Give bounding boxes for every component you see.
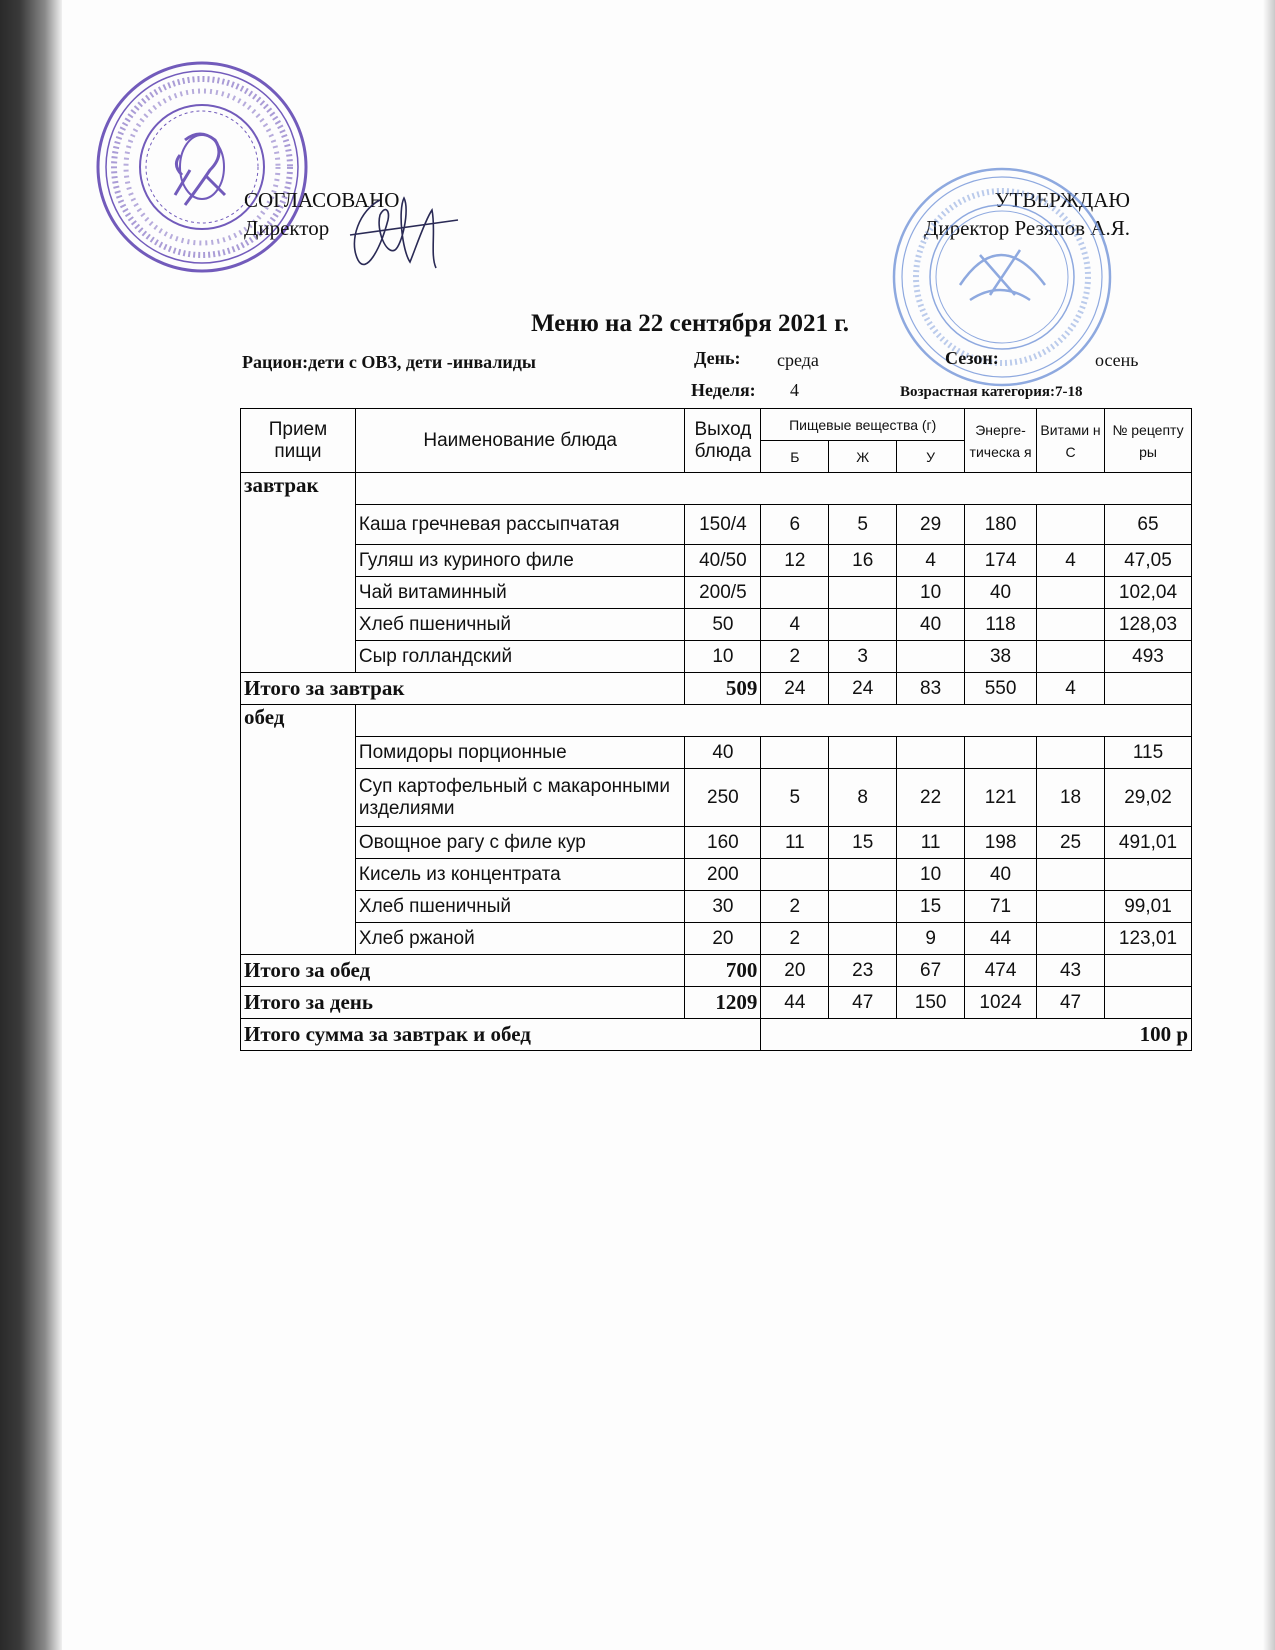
total-yield: 509 <box>685 673 761 705</box>
dish-yield: 40/50 <box>685 545 761 577</box>
dish-yield: 20 <box>685 923 761 955</box>
dish-u <box>897 737 965 769</box>
dish-u: 9 <box>897 923 965 955</box>
season-label: Сезон: <box>945 348 999 368</box>
dish-u: 10 <box>897 859 965 891</box>
week-value: 4 <box>790 380 799 400</box>
dish-recipe: 102,04 <box>1104 577 1191 609</box>
dish-energy: 40 <box>965 577 1037 609</box>
dish-yield: 50 <box>685 609 761 641</box>
dish-energy: 174 <box>965 545 1037 577</box>
table-row <box>241 577 1192 609</box>
season-value: осень <box>1095 350 1139 370</box>
approval-right-position: Директор Резяпов А.Я. <box>924 216 1130 240</box>
dish-recipe: 29,02 <box>1104 769 1191 827</box>
col-recipe: № рецепту ры <box>1104 409 1191 473</box>
total-row-day <box>241 987 1192 1019</box>
total-zh: 24 <box>829 673 897 705</box>
total-zh: 47 <box>829 987 897 1019</box>
dish-b: 11 <box>761 827 829 859</box>
dish-yield: 40 <box>685 737 761 769</box>
dish-name: Кисель из концентрата <box>355 859 685 891</box>
total-energy: 550 <box>965 673 1037 705</box>
day-value: среда <box>777 350 819 370</box>
total-row-breakfast <box>241 673 1192 705</box>
meal-breakfast-label: завтрак <box>241 473 356 673</box>
dish-b <box>761 737 829 769</box>
sum-value: 100 р <box>761 1019 1192 1051</box>
table-row <box>241 827 1192 859</box>
dish-yield: 250 <box>685 769 761 827</box>
dish-u: 10 <box>897 577 965 609</box>
dish-u <box>897 641 965 673</box>
dish-name: Чай витаминный <box>355 577 685 609</box>
total-label: Итого за завтрак <box>241 673 685 705</box>
dish-yield: 30 <box>685 891 761 923</box>
dish-energy: 121 <box>965 769 1037 827</box>
col-energy: Энерге-тическа я <box>965 409 1037 473</box>
dish-vit <box>1037 923 1105 955</box>
dish-zh: 8 <box>829 769 897 827</box>
col-meal: Прием пищи <box>241 409 356 473</box>
dish-b: 2 <box>761 641 829 673</box>
dish-recipe: 123,01 <box>1104 923 1191 955</box>
table-row <box>241 641 1192 673</box>
col-dish: Наименование блюда <box>355 409 685 473</box>
table-row <box>241 891 1192 923</box>
ration-label: Рацион:дети с ОВЗ, дети -инвалиды <box>242 352 536 372</box>
page-title: Меню на 22 сентября 2021 г. <box>530 310 850 337</box>
total-energy: 474 <box>965 955 1037 987</box>
dish-yield: 200/5 <box>685 577 761 609</box>
dish-energy: 38 <box>965 641 1037 673</box>
dish-energy: 198 <box>965 827 1037 859</box>
dish-vit <box>1037 891 1105 923</box>
dish-vit <box>1037 577 1105 609</box>
dish-zh <box>829 859 897 891</box>
dish-b: 2 <box>761 923 829 955</box>
dish-energy: 40 <box>965 859 1037 891</box>
dish-vit: 18 <box>1037 769 1105 827</box>
col-nutrients: Пищевые вещества (г) <box>761 409 965 441</box>
total-yield: 700 <box>685 955 761 987</box>
total-energy: 1024 <box>965 987 1037 1019</box>
dish-zh <box>829 923 897 955</box>
total-vit: 4 <box>1037 673 1105 705</box>
dish-yield: 200 <box>685 859 761 891</box>
dish-energy: 118 <box>965 609 1037 641</box>
approval-left-position: Директор <box>244 216 330 240</box>
dish-name: Хлеб ржаной <box>355 923 685 955</box>
total-recipe-empty <box>1104 987 1191 1019</box>
school-stamp <box>95 60 310 275</box>
total-b: 44 <box>761 987 829 1019</box>
dish-name: Суп картофельный с макаронными изделиями <box>355 769 685 827</box>
week-label: Неделя: <box>691 380 756 400</box>
meal-row-breakfast <box>241 473 1192 505</box>
dish-zh <box>829 577 897 609</box>
dish-recipe: 491,01 <box>1104 827 1191 859</box>
scan-edge-left <box>0 0 62 1650</box>
meal-lunch-label: обед <box>241 705 356 955</box>
dish-u: 40 <box>897 609 965 641</box>
table-row <box>241 859 1192 891</box>
dish-vit <box>1037 609 1105 641</box>
total-recipe-empty <box>1104 955 1191 987</box>
total-b: 24 <box>761 673 829 705</box>
dish-b: 6 <box>761 505 829 545</box>
dish-zh <box>829 737 897 769</box>
total-zh: 23 <box>829 955 897 987</box>
table-row <box>241 545 1192 577</box>
col-b: Б <box>761 441 829 473</box>
dish-zh: 16 <box>829 545 897 577</box>
dish-zh: 3 <box>829 641 897 673</box>
meal-row-lunch <box>241 705 1192 737</box>
dish-vit <box>1037 505 1105 545</box>
dish-recipe: 128,03 <box>1104 609 1191 641</box>
dish-name: Овощное рагу с филе кур <box>355 827 685 859</box>
col-yield: Выход блюда <box>685 409 761 473</box>
age-category: Возрастная категория:7-18 <box>900 384 1083 400</box>
dish-zh <box>829 609 897 641</box>
total-yield: 1209 <box>685 987 761 1019</box>
dish-name: Сыр голландский <box>355 641 685 673</box>
dish-energy: 71 <box>965 891 1037 923</box>
meal-breakfast-spacer <box>355 473 1191 505</box>
meal-lunch-spacer <box>355 705 1191 737</box>
entrepreneur-stamp <box>890 165 1115 390</box>
dish-zh: 15 <box>829 827 897 859</box>
dish-energy <box>965 737 1037 769</box>
total-label: Итого за обед <box>241 955 685 987</box>
dish-u: 4 <box>897 545 965 577</box>
dish-name: Хлеб пшеничный <box>355 891 685 923</box>
dish-u: 15 <box>897 891 965 923</box>
table-row <box>241 769 1192 827</box>
header-row <box>241 409 1192 441</box>
col-zh: Ж <box>829 441 897 473</box>
dish-vit: 4 <box>1037 545 1105 577</box>
dish-recipe: 47,05 <box>1104 545 1191 577</box>
day-label: День: <box>694 348 741 368</box>
total-row-lunch <box>241 955 1192 987</box>
dish-u: 29 <box>897 505 965 545</box>
dish-zh <box>829 891 897 923</box>
dish-recipe: 115 <box>1104 737 1191 769</box>
dish-b <box>761 859 829 891</box>
dish-name: Гуляш из куриного филе <box>355 545 685 577</box>
sum-label: Итого сумма за завтрак и обед <box>241 1019 761 1051</box>
dish-b <box>761 577 829 609</box>
scan-edge-right <box>1263 0 1275 1650</box>
dish-b: 12 <box>761 545 829 577</box>
total-vit: 43 <box>1037 955 1105 987</box>
director-signature <box>340 190 460 275</box>
dish-vit <box>1037 859 1105 891</box>
dish-u: 22 <box>897 769 965 827</box>
approval-right-title: УТВЕРЖДАЮ <box>994 188 1130 212</box>
dish-u: 11 <box>897 827 965 859</box>
table-row <box>241 737 1192 769</box>
dish-b: 2 <box>761 891 829 923</box>
dish-yield: 150/4 <box>685 505 761 545</box>
dish-yield: 160 <box>685 827 761 859</box>
col-vitamin: Витами н С <box>1037 409 1105 473</box>
dish-name: Помидоры порционные <box>355 737 685 769</box>
approval-left-title: СОГЛАСОВАНО <box>244 188 400 212</box>
dish-b: 5 <box>761 769 829 827</box>
total-u: 83 <box>897 673 965 705</box>
table-row <box>241 609 1192 641</box>
dish-yield: 10 <box>685 641 761 673</box>
dish-zh: 5 <box>829 505 897 545</box>
dish-name: Каша гречневая рассыпчатая <box>355 505 685 545</box>
total-u: 67 <box>897 955 965 987</box>
dish-recipe: 493 <box>1104 641 1191 673</box>
dish-name: Хлеб пшеничный <box>355 609 685 641</box>
dish-energy: 44 <box>965 923 1037 955</box>
col-u: У <box>897 441 965 473</box>
dish-vit <box>1037 737 1105 769</box>
dish-b: 4 <box>761 609 829 641</box>
total-row-sum <box>241 1019 1192 1051</box>
total-recipe-empty <box>1104 673 1191 705</box>
total-b: 20 <box>761 955 829 987</box>
total-label: Итого за день <box>241 987 685 1019</box>
table-row <box>241 923 1192 955</box>
dish-energy: 180 <box>965 505 1037 545</box>
total-vit: 47 <box>1037 987 1105 1019</box>
dish-vit: 25 <box>1037 827 1105 859</box>
dish-recipe: 99,01 <box>1104 891 1191 923</box>
menu-table <box>240 408 1192 1051</box>
dish-recipe: 65 <box>1104 505 1191 545</box>
table-row <box>241 505 1192 545</box>
total-u: 150 <box>897 987 965 1019</box>
dish-recipe <box>1104 859 1191 891</box>
dish-vit <box>1037 641 1105 673</box>
